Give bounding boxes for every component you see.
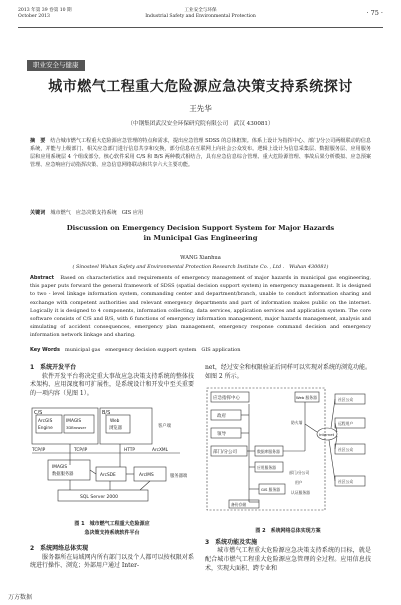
english-keywords-text: municipal gas emergency decision support system GIS application	[65, 347, 241, 353]
english-author: WANG Xianhua	[180, 255, 221, 261]
english-title-2: in Municipal Gas Engineering	[143, 234, 258, 242]
fig1-http: HTTP	[124, 448, 135, 453]
abstract-label: 摘 要	[30, 138, 46, 144]
fig1-arcims: ArcIMS	[139, 473, 154, 478]
fig2-user: 用户	[295, 480, 303, 485]
right-column-lower	[205, 527, 371, 574]
issue-cn: 2013 年第 39 卷第 10 期	[18, 8, 72, 13]
fig2-firewall: 防火墙	[291, 420, 303, 425]
abstract-text: 结合城市燃气工程重大危险源应急管理的特点和需求，提出应急管理 SDSS 的总体框架。体系上设计为指挥中心、部门/分公司两级联动的信息系统，并能与上级部门、相关应急部门进行信息共享和交换，部分信息在互联网上向社会公众发布。逻辑上设计为信息采集层、数据服务层、应用服务层和应用系统层 4 个组成部分。核心软件采用 C/S 和 B/S 两种模式相结合，具有应急信息综合管理、重大危险源管理、事故后果分析模拟、应急预案管理、应急响应行动指挥决策、应急信息网络联动和共享六大主要功能。	[30, 138, 371, 169]
keywords-cn	[30, 209, 371, 216]
section-3-text: 城市燃气工程重大危险源应急决策支持系统的目标，就是配合城市燃气工程重大危险源应急管理的全过程。应用信息技术，实现大面积、跨专业和	[205, 547, 371, 572]
section-1-heading: 1 系统开发平台	[30, 364, 77, 371]
journal-info	[18, 8, 383, 20]
fig1-client-side: 客户端	[158, 424, 171, 429]
english-keywords	[30, 346, 371, 353]
fig1-cs-label: C/S	[34, 410, 43, 416]
left-column-lower	[30, 545, 194, 571]
fig1-imagis-server: IMAGIS	[52, 465, 68, 470]
paper-title: 城市燃气工程重大危险源应急决策支持系统探讨	[48, 79, 353, 95]
right-column	[205, 364, 371, 381]
figure-1-caption	[30, 520, 194, 537]
section-3-heading: 3 系统功能及实施	[205, 538, 258, 546]
running-header	[18, 6, 383, 28]
fig1-sql-server: SQL Server 2000	[80, 495, 118, 500]
english-affiliation: ( Sinosteel Wuhan Safety and Environmental Protection Research Institute Co. , Ltd . Wuhan 430081)	[72, 264, 329, 270]
fig1-web: Web	[110, 419, 120, 424]
section-2-heading: 2 系统网络总体实现	[30, 545, 89, 552]
page-number: · 75 ·	[366, 9, 383, 17]
fig1-bs-label: B/S	[102, 410, 111, 416]
english-abstract-text: Based on characteristics and requirements of emergency management of major hazards in municipal gas engineering, this paper puts forward the general framework of SDSS (spatial decision support system) in emergency management. It is designed to two - level linkage information system, commanding center and department/branch, unable to conduct information sharing and exchange with competent authorities and relevant emergency departments and part of information makes public on the internet. Logically it is designed to 4 components, information collecting, data services, application services and application system. The core software consists of C/S and B/S, with 6 functions of emergency information management, major hazards management, analysis and simulating of accident consequences, emergency plan management, emergency response command decision and emergency information network linkage and sharing.	[30, 275, 371, 339]
english-abstract	[30, 274, 371, 340]
section-1-text: 软件开发平台将决定重大事故应急决策支持系统的整体技术架构、应用深度和可扩展性，是系统设计和开发中至关重要的一项内容（见图 1）。	[30, 372, 194, 398]
fig1-arcsde: ArcSDE	[100, 473, 116, 478]
fig1-caption-line-1: 图 1 城市燃气工程重大危险源应	[74, 521, 150, 527]
fig1-browser: 浏览器	[109, 426, 122, 431]
abstract-cn	[30, 137, 371, 169]
figure-2-network-scheme	[205, 384, 371, 524]
fig2-leaders: 领导	[217, 432, 226, 437]
left-column	[30, 364, 194, 399]
fig2-internet: Internet	[319, 432, 335, 437]
fig1-tcpip-2: TCP/IP	[74, 448, 88, 453]
fig2-gis-server: GIS 服务器	[261, 487, 281, 492]
footer-watermark: 万方数据	[8, 594, 33, 601]
fig2-web-server: Web 服务器	[296, 395, 317, 400]
fig1-engine: Engine	[38, 426, 53, 431]
section-2-text: 服务器所在局域网内所有部门以及个人都可以按权限对系统进行操作、浏览；外部用户通过 Inter-	[30, 553, 194, 570]
fig1-server-side: 服务器端	[170, 474, 188, 479]
fig1-arcxml: ArcXML	[152, 448, 169, 453]
fig2-app-server: 应用服务器	[257, 465, 276, 470]
fig1-tcpip-1: TCP/IP	[32, 448, 46, 453]
english-keywords-label: Key Words	[30, 347, 60, 353]
keywords-text: 城市燃气 应急决策支持系统 GIS 应用	[50, 210, 144, 216]
fig2-db-server: 数据库服务器	[257, 449, 280, 454]
fig2-backup: 备份存储	[231, 502, 247, 507]
fig2-government: 政府	[217, 414, 226, 419]
author: 王先华	[189, 104, 212, 113]
fig1-data-server: 数据服务器	[52, 472, 74, 477]
fig2-public-3: 社区公众	[338, 479, 354, 484]
fig2-command-center: 应急指挥中心	[213, 396, 240, 401]
fig1-caption-line-2: 急决策支持系统软件平台	[84, 529, 140, 536]
issue-en: October 2013	[18, 14, 50, 19]
journal-cn: 工业安全与环保	[184, 8, 217, 13]
fig1-imagis-client: IMAGIS	[66, 419, 82, 424]
journal-en: Industrial Safety and Environmental Protection	[145, 14, 256, 19]
section-tag: 职业安全与健康	[27, 60, 85, 71]
fig1-3dbrowser: 3DBrowser	[66, 426, 87, 430]
fig2-public-1: 社区公众	[338, 397, 354, 402]
fig2-remote-user: 远程用户	[338, 421, 354, 426]
english-title-1: Discussion on Emergency Decision Support System for Major Hazards	[66, 224, 335, 232]
fig2-public-2: 社区公众	[338, 447, 354, 452]
english-abstract-label: Abstract	[30, 275, 55, 281]
fig2-auth-server: 认证服务器	[291, 490, 310, 495]
keywords-label: 关键词	[30, 210, 46, 216]
fig2-department-1: 部门/分公司	[213, 450, 238, 455]
affiliation: （中钢集团武汉安全环保研究院有限公司 武汉 430081）	[127, 121, 274, 127]
section-2-continuation: net，经过安全和权限验证后同样可以实现对系统的浏览功能。如图 2 所示。	[205, 364, 371, 380]
fig2-caption: 图 2 系统网络总体实现方案	[255, 528, 321, 534]
fig1-arcgis: ArcGIS	[38, 419, 53, 424]
fig2-department-2: 部门/分公司	[289, 470, 310, 475]
figure-1-software-platform	[30, 405, 194, 515]
